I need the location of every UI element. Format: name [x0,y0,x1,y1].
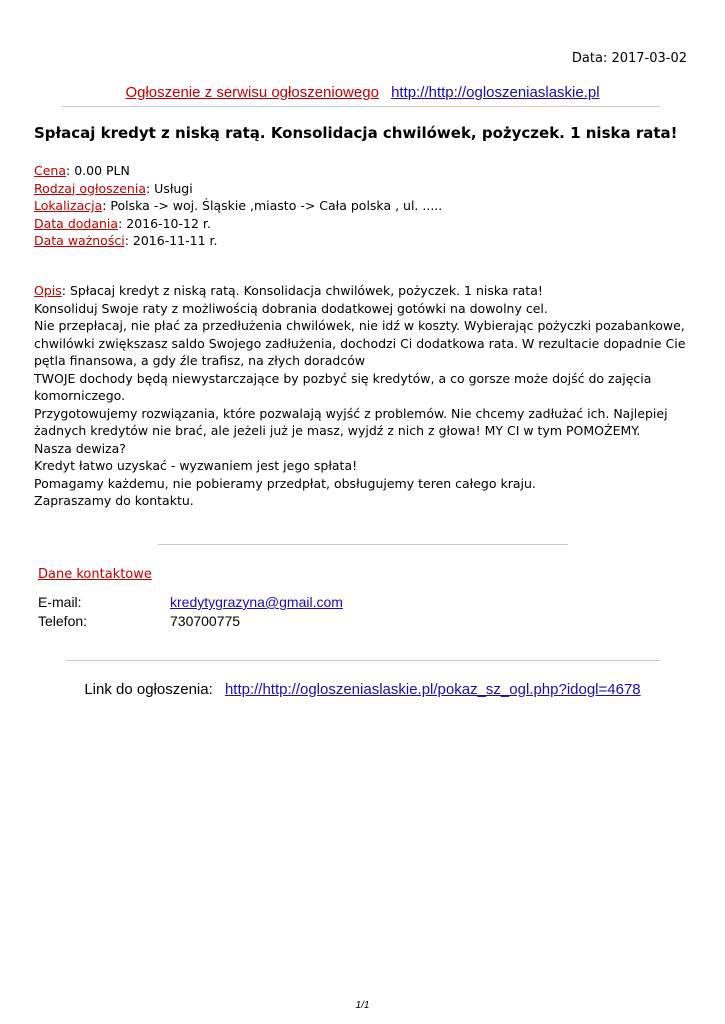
phone-label: Telefon: [38,613,88,629]
ad-title: Spłacaj kredyt z niską ratą. Konsolidacja chwilówek, pożyczek. 1 niska rata! [34,124,678,142]
source-label: Ogłoszenie z serwisu ogłoszeniowego [125,84,379,101]
contact-email-row [38,594,343,610]
description-line: Nie przepłacaj, nie płać za przedłużenia chwilówek, nie idź w koszty. Wybierając pożyczki pozabankowe, [34,318,685,333]
divider-bottom [66,660,660,661]
divider-top [62,106,660,107]
source-link[interactable]: http://http://ogloszeniaslaskie.pl [391,84,600,101]
description-line: Konsoliduj Swoje raty z możliwością dobrania dodatkowej gotówki na dowolny cel. [34,300,548,316]
description-line: Opis: Spłacaj kredyt z niską ratą. Konsolidacja chwilówek, pożyczek. 1 niska rata! [34,283,543,298]
field-location: Lokalizacja: Polska -> woj. Śląskie ,miasto -> Cała polska , ul. ..... [34,198,443,213]
field-date-added: Data dodania: 2016-10-12 r. [34,215,211,231]
field-category: Rodzaj ogłoszenia: Usługi [34,180,193,196]
email-link[interactable]: kredytygrazyna@gmail.com [170,594,343,610]
description-line: żadnych kredytów nie brać, ale jeżeli już je masz, wyjdź z nich z głowa! MY CI w tym POMOŻEMY. [34,423,641,438]
field-valid-until: Data ważności: 2016-11-11 r. [34,233,218,248]
phone-value: 730700775 [170,613,241,629]
description-line: Zapraszamy do kontaktu. [34,493,194,508]
description-line: Kredyt łatwo uzyskać - wyzwaniem jest jego spłata! [34,458,358,473]
description-line: Pomagamy każdemu, nie pobieramy przedpłat, obsługujemy teren całego kraju. [34,475,536,491]
description-line: Przygotowujemy rozwiązania, które pozwalają wyjść z problemów. Nie chcemy zadłużać ich. Najlepiej [34,405,668,421]
email-label: E-mail: [38,594,82,610]
description-line: chwilówki zwiększasz saldo Swojego zadłużenia, dochodzi Ci dodatkowa rata. W rezultacie dopadnie Cie [34,335,686,351]
contact-phone-row [38,613,240,629]
description-line: komorniczego. [34,388,126,403]
page-number: 1/1 [355,1000,370,1011]
description-line: TWOJE dochody będą niewystarczające by pozbyć się kredytów, a co gorsze może dojść do zajęcia [34,370,652,386]
contact-heading: Dane kontaktowe [38,567,152,582]
ad-link-label: Link do ogłoszenia: [84,681,213,698]
source-line [0,84,725,101]
description-line: Nasza dewiza? [34,440,126,456]
description-label: Opis [34,283,62,298]
field-price: Cena: 0.00 PLN [34,163,130,178]
ad-link-row [0,681,725,698]
divider-middle [158,544,568,545]
ad-link[interactable]: http://http://ogloszeniaslaskie.pl/pokaz_sz_ogl.php?idogl=4678 [224,681,641,698]
ad-fields [34,162,442,250]
description-line: pętla finansowa, a gdy źle trafisz, na złych doradców [34,353,366,368]
document-date: Data: 2017-03-02 [571,51,687,66]
ad-description [34,282,694,510]
